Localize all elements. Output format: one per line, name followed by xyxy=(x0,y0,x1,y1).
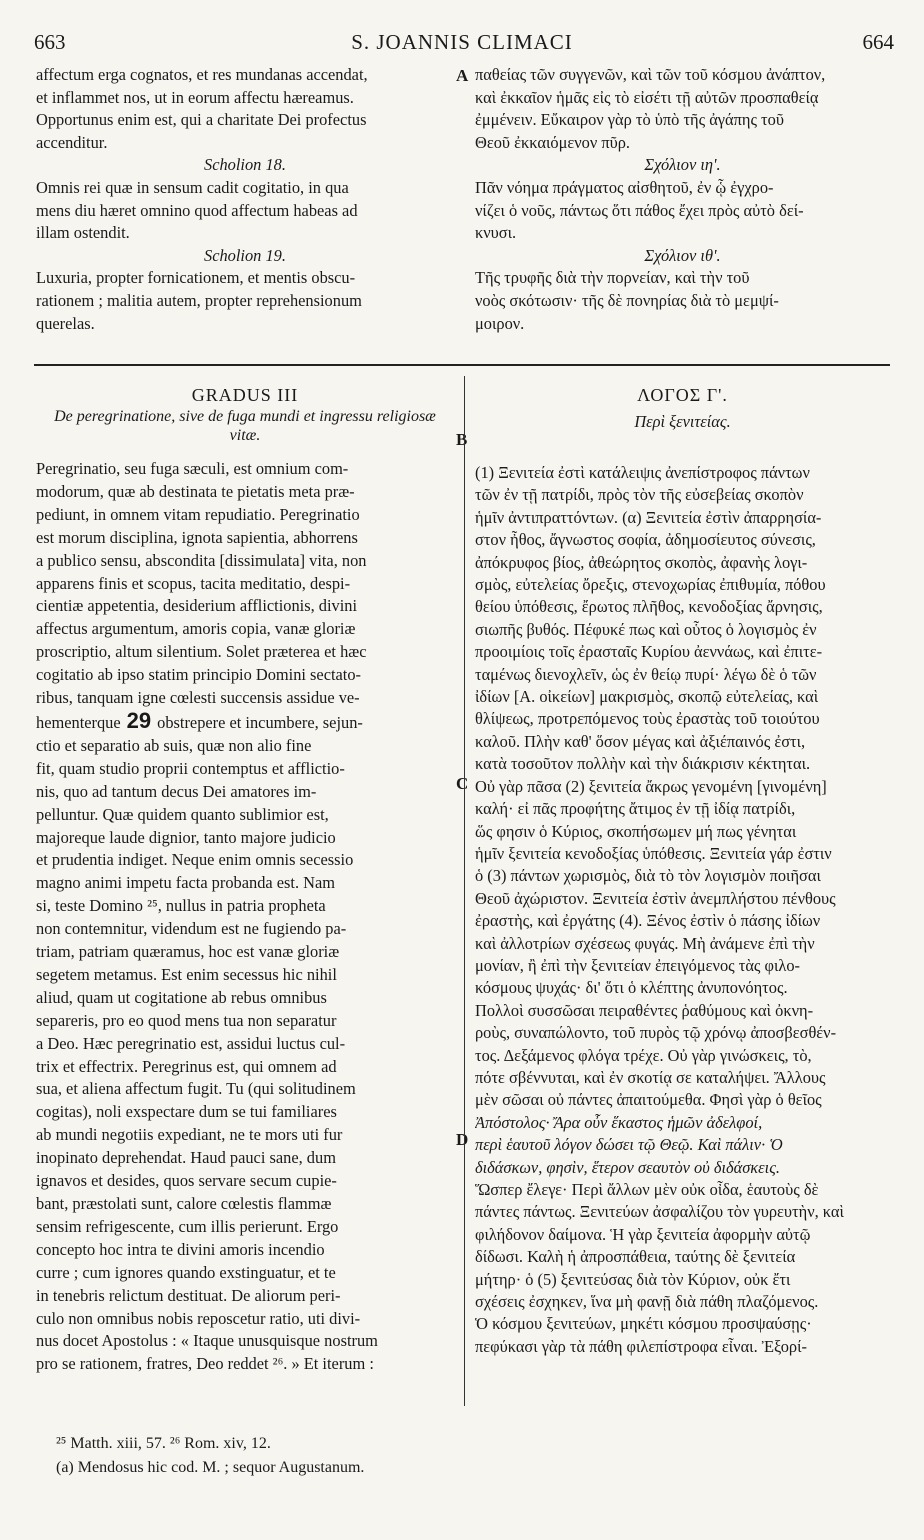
text-line: segetem metamus. Est enim secessus hic nihil xyxy=(36,964,337,984)
scholion-heading: Scholion 19. xyxy=(204,245,286,265)
text-line: culo non omnibus nobis reposcetur ratio, uti divi- xyxy=(36,1308,361,1328)
text-line: Omnis rei quæ in sensum cadit cogitatio, in qua xyxy=(36,177,349,197)
text-line: ὥς φησιν ὁ Κύριος, σκοπήσωμεν μή πως γένηται xyxy=(475,821,797,841)
text-line: τῶν ἐν τῇ πατρίδι, πρὸς τὸν τῆς εὐσεβείας σκοπὸν xyxy=(475,485,804,505)
text-line: στον ἦθος, ἄγνωστος σοφία, ἀδημοσίευτος σύνεσις, xyxy=(475,530,816,550)
text-line: pelluntur. Quæ quidem quanto sublimior est, xyxy=(36,804,329,824)
text-line: non contemnitur, videndum est ne fugiendo pa- xyxy=(36,919,347,939)
text-line: θείου ὑπόθεσις, ἔρωτος πλῆθος, κενοδοξίας ἄρνησις, xyxy=(475,597,823,617)
scholion-heading: Σχόλιον ιθ'. xyxy=(644,245,721,265)
chapter-subtitle: De peregrinatione, sive de fuga mundi et ingressu religiosæ vitæ. xyxy=(54,407,436,444)
text-line: κόσμους ψυχάς· δι' ὅτι ὁ κλέπτης ἀνυπονόητος. xyxy=(475,978,788,998)
text-line: καλοῦ. Πλὴν καθ' ὅσον μέγας καὶ ἀξιέπαινός ἐστι, xyxy=(475,731,806,751)
text-line: δίδωσι. Καλὴ ἡ ἀπροσπάθεια, ταύτης δὲ ξενιτεία xyxy=(475,1247,796,1267)
running-title: S. JOANNIS CLIMACI xyxy=(351,30,573,54)
text-line: pro se rationem, fratres, Deo reddet ²⁶. » Et iterum : xyxy=(36,1354,374,1374)
text-line: σιωπῆς βυθός. Πέφυκέ πως καὶ οὗτος ὁ λογισμὸς ἐν xyxy=(475,619,817,639)
text-line: Ὁ κόσμου ξενιτεύων, μηκέτι κόσμου προσψαύσῃς· xyxy=(475,1314,812,1334)
chapter-title: ΛΟΓΟΣ Γ'. xyxy=(637,385,728,405)
text-line: ἰδίων [A. οἰκείων] μακρισμὸς, σκοπῷ εὐτελείας, καὶ xyxy=(475,687,819,707)
footnotes xyxy=(56,1432,364,1480)
text-line: cientiæ appetentia, desiderium afflictionis, divini xyxy=(36,596,358,616)
text-span: obstrepere et incumbere, sejun- xyxy=(157,712,363,732)
text-line: curre ; cum ignores quando exstinguatur, et te xyxy=(36,1262,336,1282)
text-line: προοιμίοις τοῖς ἐρασταῖς Κυρίου ἀεννάως, καὶ ἐπιτε- xyxy=(475,642,823,662)
text-line: ribus, tanquam igne cœlesti succensis assidue ve- xyxy=(36,688,360,708)
text-line: καὶ ἀλλοτρίων σχέσεως φυγάς. Μὴ ἀνάμενε ἐπὶ τὴν xyxy=(475,933,815,953)
text-line: sua, et aliena affectum fugit. Tu (qui solitudinem xyxy=(36,1079,356,1099)
text-line: ctio et separatio ab suis, quæ non alio fine xyxy=(36,735,312,755)
text-line: illam ostendit. xyxy=(36,223,130,243)
text-line: fit, quam studio proprii contemptus et afflictio- xyxy=(36,758,345,778)
text-line: ἡμῖν ξενιτεία κενοδοξίας ὑπόθεσις. Ξενιτεία γάρ ἐστιν xyxy=(475,843,832,863)
text-line: ἀπόκρυφος βίος, ἀθεώρητος σκοπὸς, ἀφανὴς λογι- xyxy=(475,552,808,572)
text-line: κατὰ τοσοῦτον πολλὴν καὶ τὴν διάκρισιν κέκτηται. xyxy=(475,754,811,774)
text-line: accenditur. xyxy=(36,132,108,152)
text-line: παθείας τῶν συγγενῶν, καὶ τῶν τοῦ κόσμου ἀνάπτον, xyxy=(475,65,826,84)
margin-letter-b: B xyxy=(456,430,468,449)
text-line: pediunt, in omnem vitam repudiatio. Peregrinatio xyxy=(36,504,360,524)
text-line: Opportunus enim est, qui a charitate Dei profectus xyxy=(36,110,367,130)
text-line: ἡμῖν ἀντιπραττόντων. (α) Ξενιτεία ἐστὶν ἀπαρρησία- xyxy=(475,507,822,527)
text-line: Θεοῦ ἐκκαιόμενον πῦρ. xyxy=(475,132,631,152)
page-number-left: 663 xyxy=(34,30,66,54)
text-line: Θεοῦ ἀχώριστον. Ξενιτεία ἐστὶν ἀνεμπλήστου πένθους xyxy=(475,888,836,908)
greek-body xyxy=(475,462,890,1358)
chapter-subtitle: Περὶ ξενιτείας. xyxy=(634,411,731,431)
text-line: καλή· εἰ πᾶς προφήτης ἄτιμος ἐν τῇ ἰδίᾳ πατρίδι, xyxy=(475,799,796,819)
text-line: Luxuria, propter fornicationem, et mentis obscu- xyxy=(36,268,356,288)
text-line: μὲν σῶσαι οὐ πάντες ἀπαιτούμεθα. Φησὶ γὰρ ὁ θεῖος xyxy=(475,1090,822,1110)
text-line: ροὺς, συναπώλοντο, τοῦ πυρὸς τῷ χρόνῳ ἀποσβεσθέν- xyxy=(475,1023,837,1043)
text-line: affectus argumentum, amoris copia, vanæ gloriæ xyxy=(36,619,356,639)
greek-chapter-heading xyxy=(475,384,890,433)
text-line: bant, præstolati sunt, calore cœlestis flammæ xyxy=(36,1194,332,1213)
text-line: ἐραστὴς, καὶ ἐργάτης (4). Ξένος ἐστὶν ὁ πάσης ἰδίων xyxy=(475,911,821,931)
text-line: μοιρον. xyxy=(475,313,525,333)
text-line: Πολλοὶ συσσῶσαι πειραθέντες ῥαθύμους καὶ ὀκνη- xyxy=(475,1000,814,1020)
text-line: a Deo. Hæc peregrinatio est, assidui luctus cul- xyxy=(36,1033,346,1053)
text-line: καὶ ἐκκαῖον ἡμᾶς εἰς τὸ εἰσέτι τῇ αὐτῶν προσπαθείᾳ xyxy=(475,87,819,107)
text-line: τος. Δεξάμενος φλόγα τρέχε. Οὐ γὰρ γινώσκεις, τὸ, xyxy=(475,1045,812,1065)
text-line: sensim refrigescente, cum illis perierunt. Ergo xyxy=(36,1216,339,1236)
text-line: si, teste Domino ²⁵, nullus in patria propheta xyxy=(36,896,326,916)
column-divider xyxy=(464,376,465,1406)
text-line: θλίψεως, προτρεπόμενος τοὺς ἐραστὰς τοῦ τοιούτου xyxy=(475,709,820,729)
margin-letter-c: C xyxy=(456,774,469,793)
text-line: Ὥσπερ ἔλεγε· Περὶ ἄλλων μὲν οὐκ οἶδα, ἑαυτοὺς δὲ xyxy=(475,1180,819,1199)
text-line: σμὸς, εὐτελείας ὄρεξις, στενοχωρίας ἐπιθυμία, πόθου xyxy=(475,575,826,595)
text-line: separeris, pro eo quod mens tua non separatur xyxy=(36,1010,337,1030)
text-line: a publico sensu, abscondita [dissimulata] vita, non xyxy=(36,550,367,570)
page-number-right: 664 xyxy=(862,30,894,54)
chapter-title: GRADUS III xyxy=(191,385,299,405)
footnote: (a) Mendosus hic cod. M. ; sequor Augustanum. xyxy=(56,1459,365,1476)
text-line: majoreque laude dignior, tanto majore judicio xyxy=(36,827,336,847)
text-line: et prudentia indiget. Neque enim omnis secessio xyxy=(36,850,354,870)
text-line: est morum disciplina, ignota sapientia, abhorrens xyxy=(36,527,358,547)
page-header xyxy=(0,30,924,60)
text-span: hementerque xyxy=(36,712,121,732)
footnote: ²⁵ Matth. xiii, 57. ²⁶ Rom. xiv, 12. xyxy=(56,1435,271,1452)
text-line: aliud, quam ut cogitatione ab rebus omnibus xyxy=(36,987,327,1007)
text-line: Peregrinatio, seu fuga sæculi, est omnium com- xyxy=(36,459,349,478)
text-line: ignavos et desides, quos servare secum cupie- xyxy=(36,1171,337,1191)
text-line: affectum erga cognatos, et res mundanas accendat, xyxy=(36,65,368,84)
top-latin-section xyxy=(36,64,454,335)
text-line: ταμένως διενοχλεῖν, ὡς ἐν θείῳ πυρί· λέγω δὲ ὁ τῶν xyxy=(475,664,817,684)
scholion-heading: Σχόλιον ιη'. xyxy=(644,155,721,175)
text-line: περὶ ἑαυτοῦ λόγον δώσει τῷ Θεῷ. Καὶ πάλιν· Ὁ xyxy=(475,1135,783,1155)
text-line: trix et effectrix. Peregrinus est, qui omnem ad xyxy=(36,1056,337,1076)
top-greek-section xyxy=(475,64,890,335)
margin-letter-a: A xyxy=(456,66,469,85)
text-line: Ἀπόστολος· Ἄρα οὖν ἕκαστος ἡμῶν ἀδελφοί, xyxy=(475,1112,763,1132)
text-line: μονίαν, ἢ ἐπὶ τὴν ξενιτείαν ἐπειγόμενος τὰς φιλο- xyxy=(475,955,800,975)
text-line: νοὸς σκότωσιν· τῆς δὲ πονηρίας διὰ τὸ μεμψί- xyxy=(475,290,779,310)
text-line: διδάσκων, φησὶν, ἕτερον σεαυτὸν οὐ διδάσκεις. xyxy=(475,1157,780,1177)
text-line: mens diu hæret omnino quod affectum habeas ad xyxy=(36,200,358,220)
text-line: rationem ; malitia autem, propter reprehensionum xyxy=(36,290,362,310)
text-line: concepto hoc intra te divini amoris incendio xyxy=(36,1239,325,1259)
text-line: Πᾶν νόημα πράγματος αἰσθητοῦ, ἐν ᾧ ἐγχρο- xyxy=(475,177,774,197)
text-line: triam, patriam quæramus, hoc est vanæ gloriæ xyxy=(36,942,340,962)
text-line: ab mundi negotiis expediant, ne te mors uti fur xyxy=(36,1125,343,1145)
text-line: cogitatio ab ipso statim principio Domini sectato- xyxy=(36,665,362,685)
text-line: et inflammet nos, ut in eorum affectu hæreamus. xyxy=(36,87,354,107)
text-line: Τῆς τρυφῆς διὰ τὴν πορνείαν, καὶ τὴν τοῦ xyxy=(475,268,750,288)
text-line: querelas. xyxy=(36,313,95,333)
text-line: πάντες πάντως. Ξενιτεύων ἀσφαλίζου τὸν γυρευτὴν, καὶ xyxy=(475,1202,844,1222)
text-line: Οὐ γὰρ πᾶσα (2) ξενιτεία ἄκρως γενομένη [γινομένη] xyxy=(475,776,827,796)
text-line: ὁ (3) πάντων χωρισμὸς, διὰ τὸ τὸν λογισμὸν ποιῆσαι xyxy=(475,866,821,886)
text-line: proscriptio, altum silentium. Solet præterea et hæc xyxy=(36,642,367,662)
section-rule xyxy=(34,364,890,366)
text-line: (1) Ξενιτεία ἐστὶ κατάλειψις ἀνεπίστροφος πάντων xyxy=(475,463,810,482)
text-line: πεφύκασι γὰρ τὰ πάθη φιλεπίστροφα εἶναι. Ἐξορί- xyxy=(475,1336,807,1356)
text-line: inopinato deprehendat. Haud pauci sane, dum xyxy=(36,1148,336,1168)
latin-body xyxy=(36,458,454,1376)
text-line: apparens finis et scopus, tacita meditatio, despi- xyxy=(36,573,351,593)
text-line: cogitas), noli exspectare dum se tui familiares xyxy=(36,1102,337,1122)
scholion-heading: Scholion 18. xyxy=(204,155,286,175)
text-line: ἐμμένειν. Εὔκαιρον γὰρ τὸ ὑπὸ τῆς ἀγάπης τοῦ xyxy=(475,110,784,130)
text-line: κνυσι. xyxy=(475,223,517,243)
text-line: μήτηρ· ὁ (5) ξενιτεύσας διὰ τὸν Κύριον, οὐκ ἔτι xyxy=(475,1269,791,1289)
margin-letter-d: D xyxy=(456,1130,469,1149)
text-line: σχέσεις ἐσχηκεν, ἵνα μὴ φανῇ διὰ πάθη πλαζόμενος. xyxy=(475,1292,819,1312)
text-line: nus docet Apostolus : « Itaque unusquisque nostrum xyxy=(36,1331,378,1351)
text-line xyxy=(36,710,454,735)
text-line: πότε σβέννυται, καὶ ἐν σκοτίᾳ σε καταλήψει. Ἄλλους xyxy=(475,1067,826,1087)
text-line: modorum, quæ ab destinata te pietatis meta præ- xyxy=(36,481,355,501)
text-line: nis, quo ad tantum decus Dei amatores im- xyxy=(36,781,317,801)
latin-chapter-heading xyxy=(36,384,454,445)
text-line: magno animi impetu facta probanda est. Nam xyxy=(36,873,336,893)
text-line: in tenebris relictum destituat. De aliorum peri- xyxy=(36,1285,341,1305)
column-number: 29 xyxy=(126,709,152,733)
text-line: φιλήδονον δαίμονα. Ἡ γὰρ ξενιτεία ἀφορμὴν αὐτῷ xyxy=(475,1224,811,1244)
text-line: νίζει ὁ νοῦς, πάντως ὅτι πάθος ἔχει πρὸς αὐτὸ δεί- xyxy=(475,200,804,220)
